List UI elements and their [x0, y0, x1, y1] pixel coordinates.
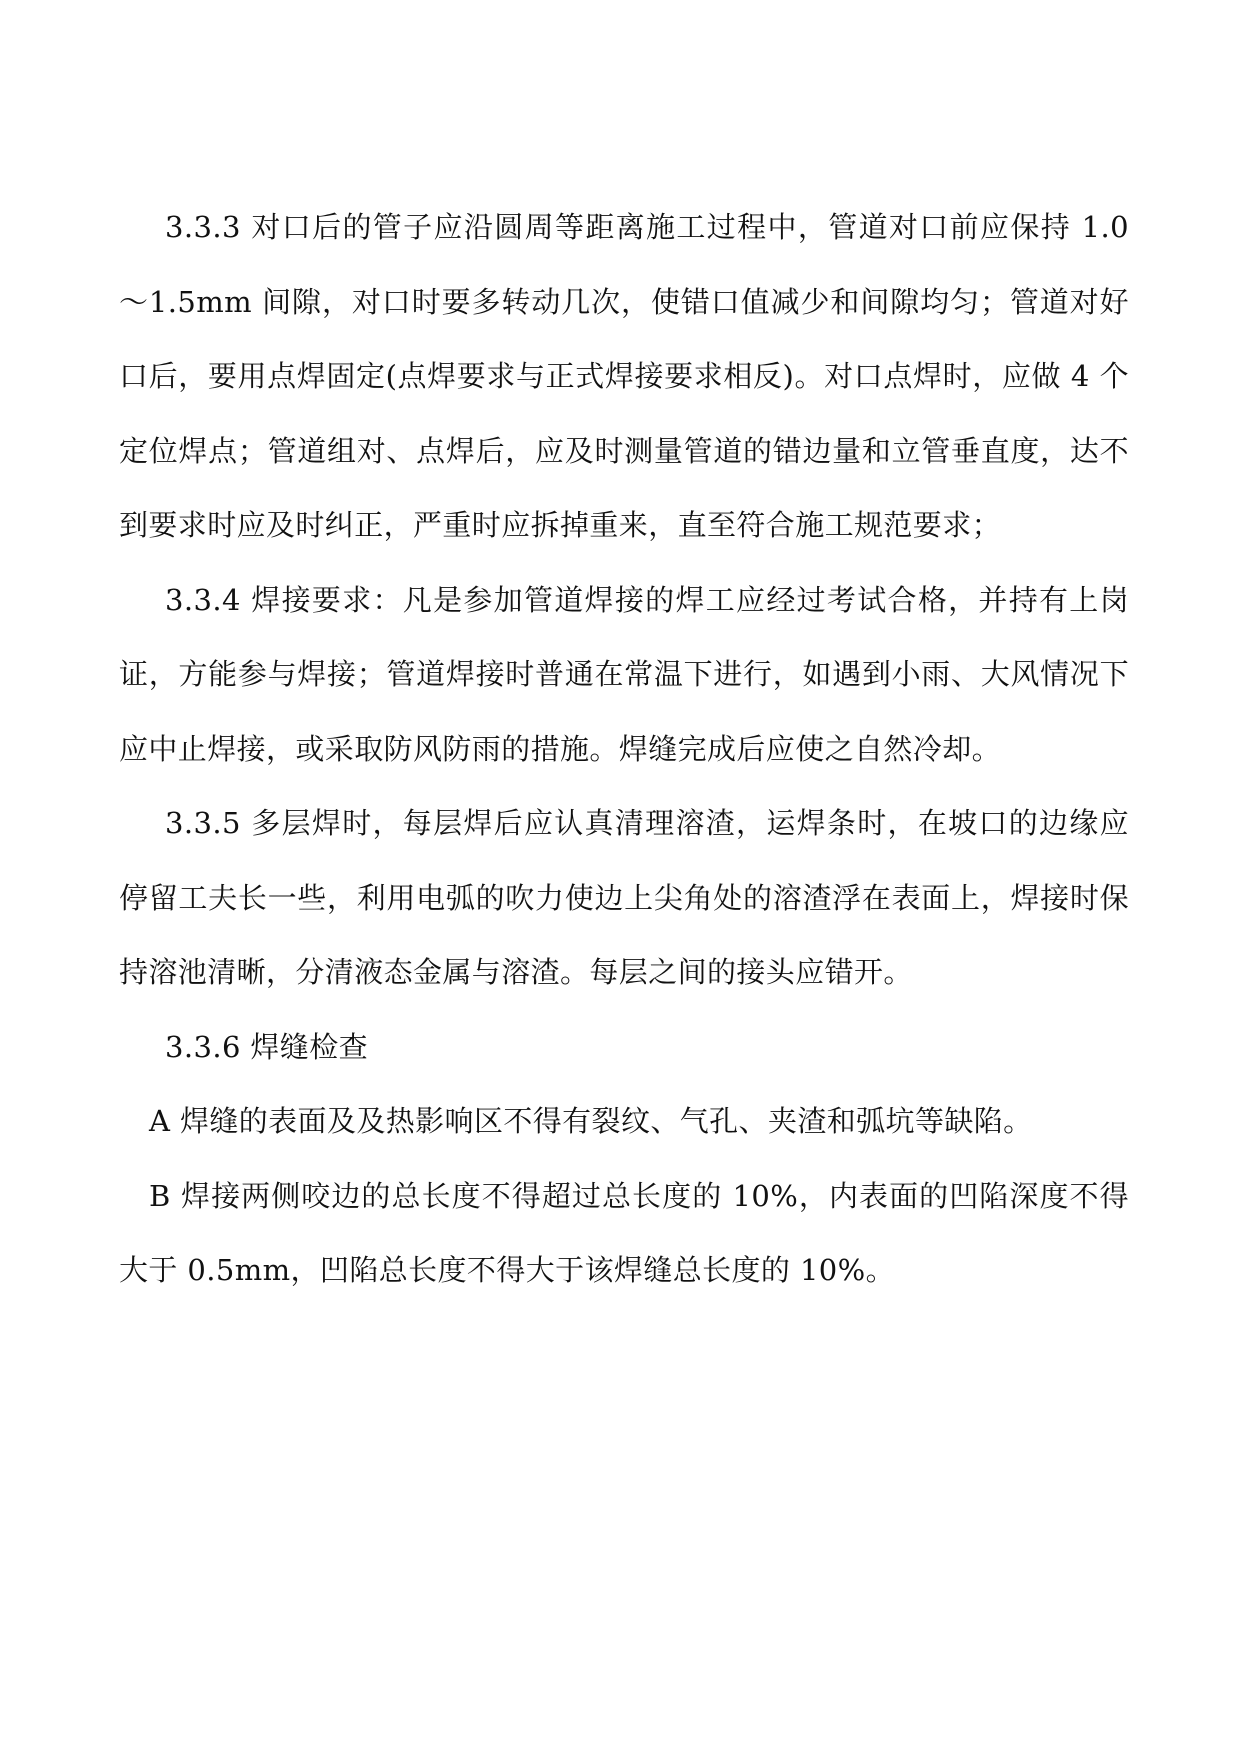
paragraph-item-a: A 焊缝的表面及及热影响区不得有裂纹、气孔、夹渣和弧坑等缺陷。: [149, 1104, 1033, 1138]
document-body: [119, 190, 1129, 1308]
paragraph-3-3-5: 3.3.5 多层焊时，每层焊后应认真清理溶渣，运焊条时，在坡口的边缘应停留工夫长一些，利用电弧的吹力使边上尖角处的溶渣浮在表面上，焊接时保持溶池清晰，分清液态金属与溶渣。每层之间的接头应错开。: [119, 806, 1129, 989]
section-heading-3-3-6: 3.3.6 焊缝检查: [165, 1029, 369, 1064]
paragraph-3-3-3: 3.3.3 对口后的管子应沿圆周等距离施工过程中，管道对口前应保持 1.0～1.5mm 间隙，对口时要多转动几次，使错口值减少和间隙均匀；管道对好口后，要用点焊固定(点焊要求与正式焊接要求相反)。对口点焊时，应做 4 个定位焊点；管道组对、点焊后，应及时测量管道的错边量和立管垂直度，达不到要求时应及时纠正，严重时应拆掉重来，直至符合施工规范要求；: [119, 210, 1129, 542]
paragraph-3-3-4: 3.3.4 焊接要求：凡是参加管道焊接的焊工应经过考试合格，并持有上岗证，方能参与焊接；管道焊接时普通在常温下进行，如遇到小雨、大风情况下应中止焊接，或采取防风防雨的措施。焊缝完成后应使之自然冷却。: [119, 582, 1129, 766]
paragraph-item-b: B 焊接两侧咬边的总长度不得超过总长度的 10%，内表面的凹陷深度不得大于 0.5mm，凹陷总长度不得大于该焊缝总长度的 10%。: [119, 1178, 1129, 1287]
